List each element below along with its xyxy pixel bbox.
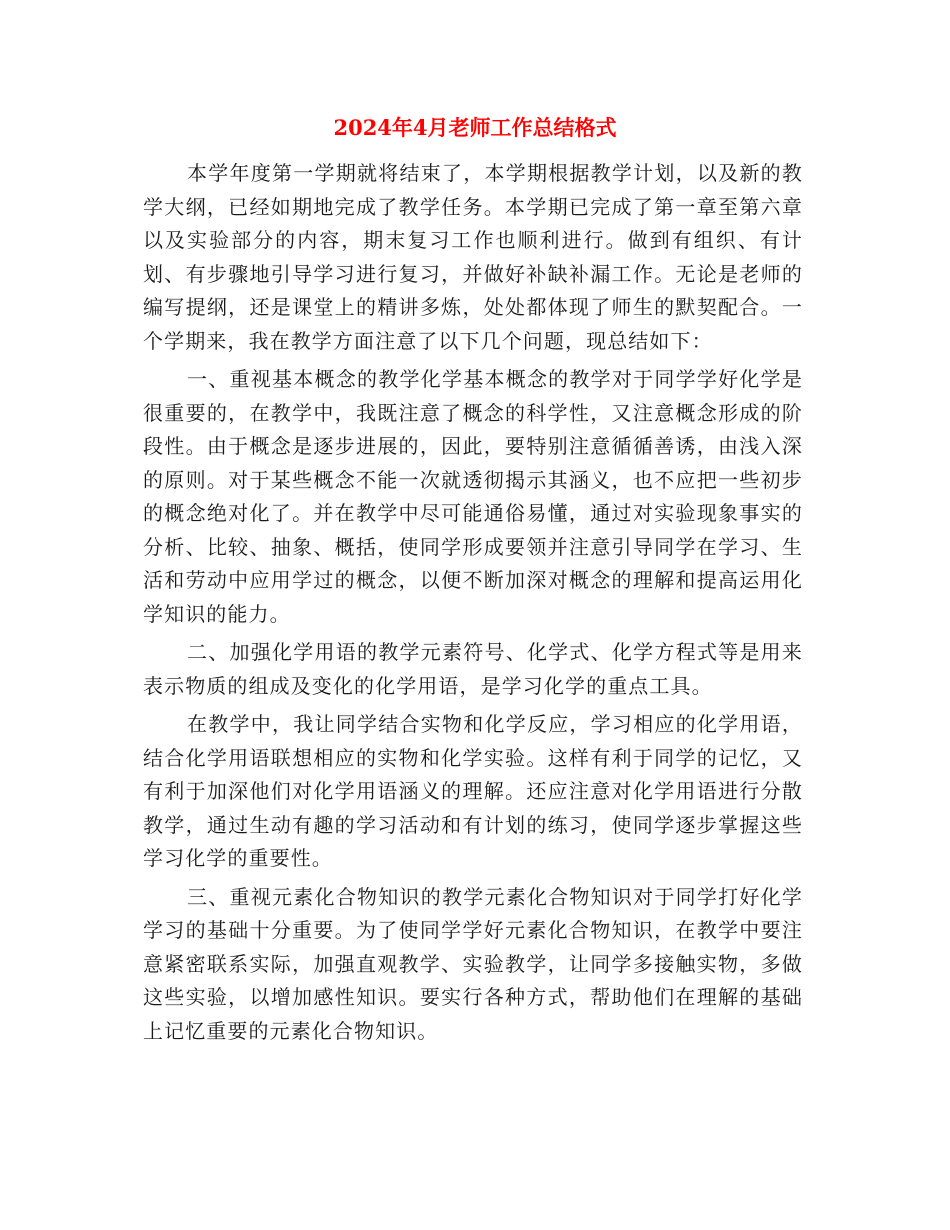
document-body bbox=[143, 157, 803, 1053]
paragraph-section-2-detail: 在教学中，我让同学结合实物和化学反应，学习相应的化学用语，结合化学用语联想相应的实物和化学实验。这样有利于同学的记忆，又有利于加深他们对化学用语涵义的理解。还应注意对化学用语进行分散教学，通过生动有趣的学习活动和有计划的练习，使同学逐步掌握这些学习化学的重要性。 bbox=[143, 712, 803, 870]
paragraph-section-1: 一、重视基本概念的教学化学基本概念的教学对于同学学好化学是很重要的，在教学中，我既注意了概念的科学性，又注意概念形成的阶段性。由于概念是逐步进展的，因此，要特别注意循循善诱，由浅入深的原则。对于某些概念不能一次就透彻揭示其涵义，也不应把一些初步的概念绝对化了。并在教学中尽可能通俗易懂，通过对实验现象事实的分析、比较、抽象、概括，使同学形成要领并注意引导同学在学习、生活和劳动中应用学过的概念，以便不断加深对概念的理解和提高运用化学知识的能力。 bbox=[143, 367, 803, 626]
paragraph-section-3: 三、重视元素化合物知识的教学元素化合物知识对于同学打好化学学习的基础十分重要。为了使同学学好元素化合物知识，在教学中要注意紧密联系实际，加强直观教学、实验教学，让同学多接触实物，多做这些实验，以增加感性知识。要实行各种方式，帮助他们在理解的基础上记忆重要的元素化合物知识。 bbox=[143, 884, 803, 1043]
paragraph-section-2: 二、加强化学用语的教学元素符号、化学式、化学方程式等是用来表示物质的组成及变化的化学用语，是学习化学的重点工具。 bbox=[143, 640, 803, 698]
paragraph-intro: 本学年度第一学期就将结束了，本学期根据教学计划，以及新的教学大纲，已经如期地完成了教学任务。本学期已完成了第一章至第六章以及实验部分的内容，期末复习工作也顺利进行。做到有组织、有计划、有步骤地引导学习进行复习，并做好补缺补漏工作。无论是老师的编写提纲，还是课堂上的精讲多炼，处处都体现了师生的默契配合。一个学期来，我在教学方面注意了以下几个问题，现总结如下： bbox=[143, 161, 803, 353]
document-title: 2024年4月老师工作总结格式 bbox=[333, 115, 617, 140]
